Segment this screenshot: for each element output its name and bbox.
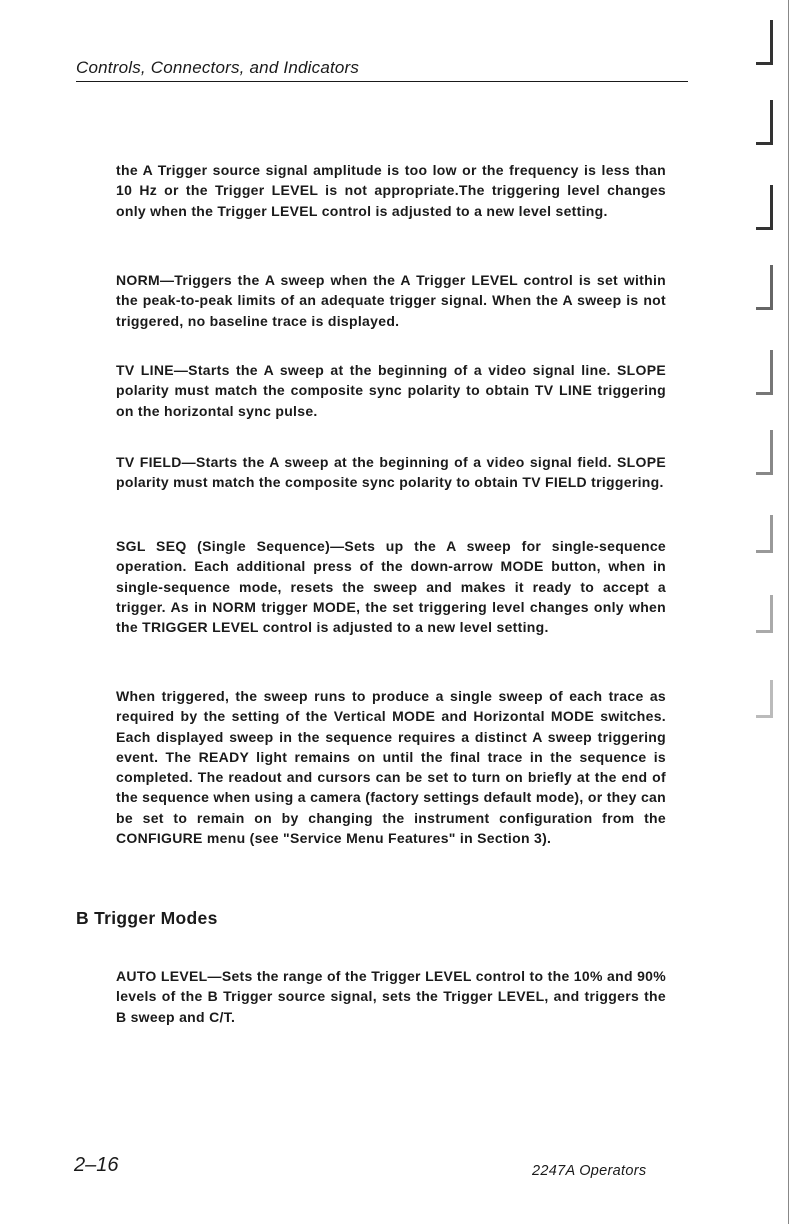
section-heading: B Trigger Modes (76, 908, 218, 928)
index-tab (756, 430, 773, 475)
index-tab (756, 185, 773, 230)
paragraph-text: —Sets the range of the Trigger LEVEL control to the 10% and 90% levels of the B Trigger source signal, sets the Trigger LEVEL, and triggers the B sweep and C/T. (116, 968, 667, 1025)
index-tab (756, 265, 773, 310)
running-header: Controls, Connectors, and Indicators (76, 58, 688, 82)
index-tab (756, 515, 773, 553)
paragraph-single-sweep (116, 686, 666, 848)
paragraph-text: —Triggers the A sweep when the A Trigger LEVEL control is set within the peak-to-peak limits of an adequate trigger signal. When the A sweep is not triggered, no baseline trace is displayed. (116, 272, 666, 329)
paragraph-sgl-seq (116, 536, 666, 637)
paragraph-term: AUTO LEVEL (116, 968, 208, 984)
paragraph-term: TV LINE (116, 362, 174, 378)
paragraph-tv-field (116, 452, 666, 493)
paragraph-trigger-note (116, 160, 666, 221)
paragraph-text: the A Trigger source signal amplitude is too low or the frequency is less than 10 Hz or the Trigger LEVEL is not appropriate.The triggering level changes only when the Trigger LEVEL control is adjusted to a new level setting. (116, 162, 666, 219)
paragraph-text: —Starts the A sweep at the beginning of a video signal field. SLOPE polarity must match the composite sync polarity to obtain TV FIELD triggering. (116, 454, 666, 491)
paragraph-term: NORM (116, 272, 160, 288)
paragraph-term: SGL SEQ (Single Sequence) (116, 538, 331, 554)
paragraph-text: —Sets up the A sweep for single-sequence operation. Each additional press of the down-arrow MODE button, when in single-sequence mode, resets the sweep and makes it ready to accept a trigger. As in NORM trigger MODE, the set triggering level changes only when the TRIGGER LEVEL control is adjusted to a new level setting. (116, 538, 667, 636)
paragraph-text: —Starts the A sweep at the beginning of a video signal line. SLOPE polarity must match the composite sync polarity to obtain TV LINE triggering on the horizontal sync pulse. (116, 362, 666, 419)
index-tab (756, 20, 773, 65)
paragraph-auto-level (116, 966, 666, 1027)
page-edge-line (788, 0, 789, 1224)
index-tab (756, 595, 773, 633)
paragraph-norm (116, 270, 666, 331)
index-tab (756, 350, 773, 395)
page-number: 2–16 (74, 1154, 119, 1176)
index-tab (756, 100, 773, 145)
paragraph-term: TV FIELD (116, 454, 182, 470)
paragraph-tv-line (116, 360, 666, 421)
manual-name: 2247A Operators (532, 1163, 647, 1179)
index-tab (756, 680, 773, 718)
paragraph-text: When triggered, the sweep runs to produce a single sweep of each trace as required by the setting of the Vertical MODE and Horizontal MODE switches. Each displayed sweep in the sequence requires a distinct A sweep triggering event. The READY light remains on until the final trace in the sequence is completed. The readout and cursors can be set to turn on briefly at the end of the sequence when using a camera (factory settings default mode), or they can be set to remain on by changing the instrument configuration from the CONFIGURE menu (see "Service Menu Features" in Section 3). (116, 688, 666, 847)
